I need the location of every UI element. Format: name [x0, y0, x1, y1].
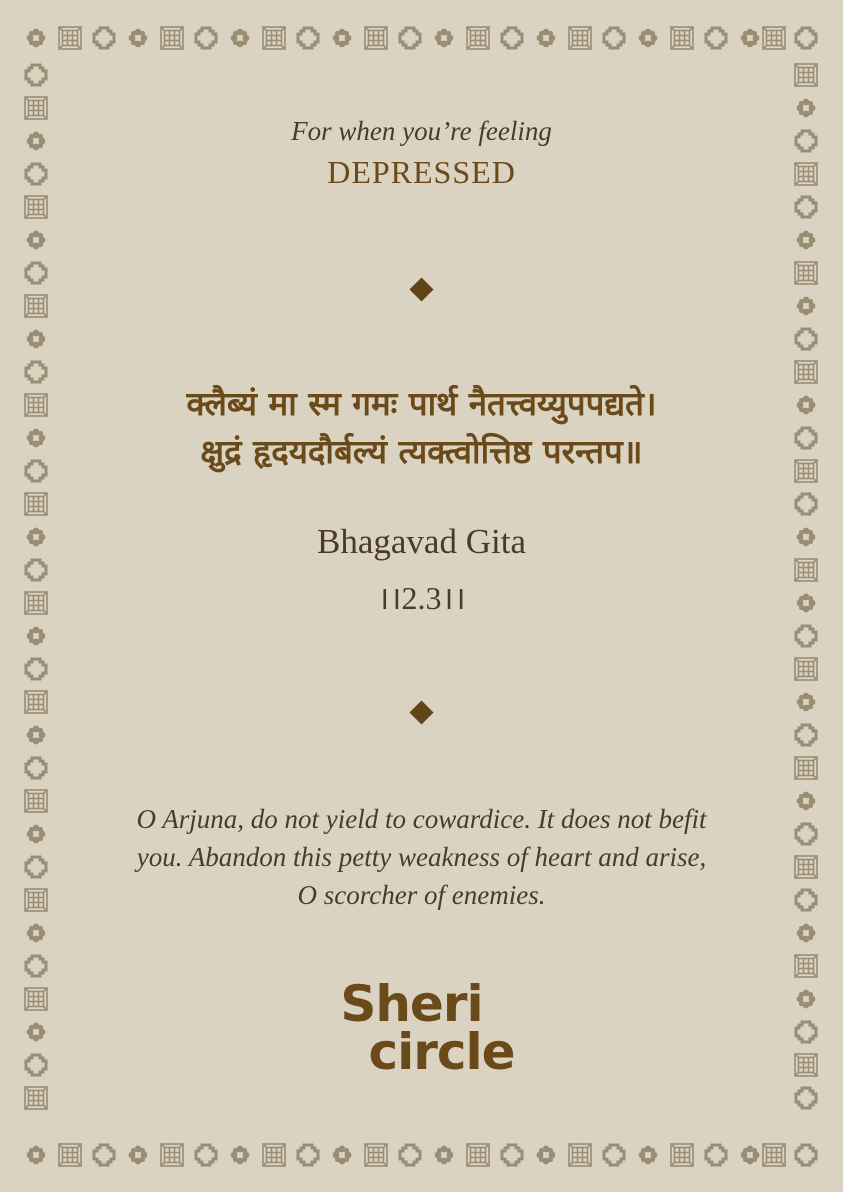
header-title: DEPRESSED	[327, 154, 516, 190]
border-bottom	[27, 1144, 816, 1166]
border-right	[795, 64, 817, 1108]
brand-line-1: Sheri	[340, 975, 483, 1033]
verse-line-2: क्षुद्रं हृदयदौर्बल्यं त्यक्त्वोत्तिष्ठ परन्तप॥	[200, 432, 643, 471]
brand-logo	[300, 975, 543, 1081]
border-left	[25, 65, 47, 1109]
verse-line-1: क्लैब्यं मा स्म गमः पार्थ नैतत्त्वय्युपपद्यते।	[186, 384, 657, 423]
header-subtitle: For when you’re feeling	[291, 116, 552, 146]
verse-reference: ।।2.3।।	[377, 580, 466, 616]
sanskrit-verse	[60, 380, 783, 476]
translation-line-2: you. Abandon this petty weakness of heart and arise,	[136, 842, 707, 872]
source-name: Bhagavad Gita	[317, 522, 526, 561]
translation-line-3: O scorcher of enemies.	[297, 880, 546, 910]
brand-line-2: circle	[368, 1023, 515, 1081]
translation-line-1: O Arjuna, do not yield to cowardice. It does not befit	[136, 804, 707, 834]
translation	[80, 800, 763, 914]
border-top	[27, 27, 816, 49]
